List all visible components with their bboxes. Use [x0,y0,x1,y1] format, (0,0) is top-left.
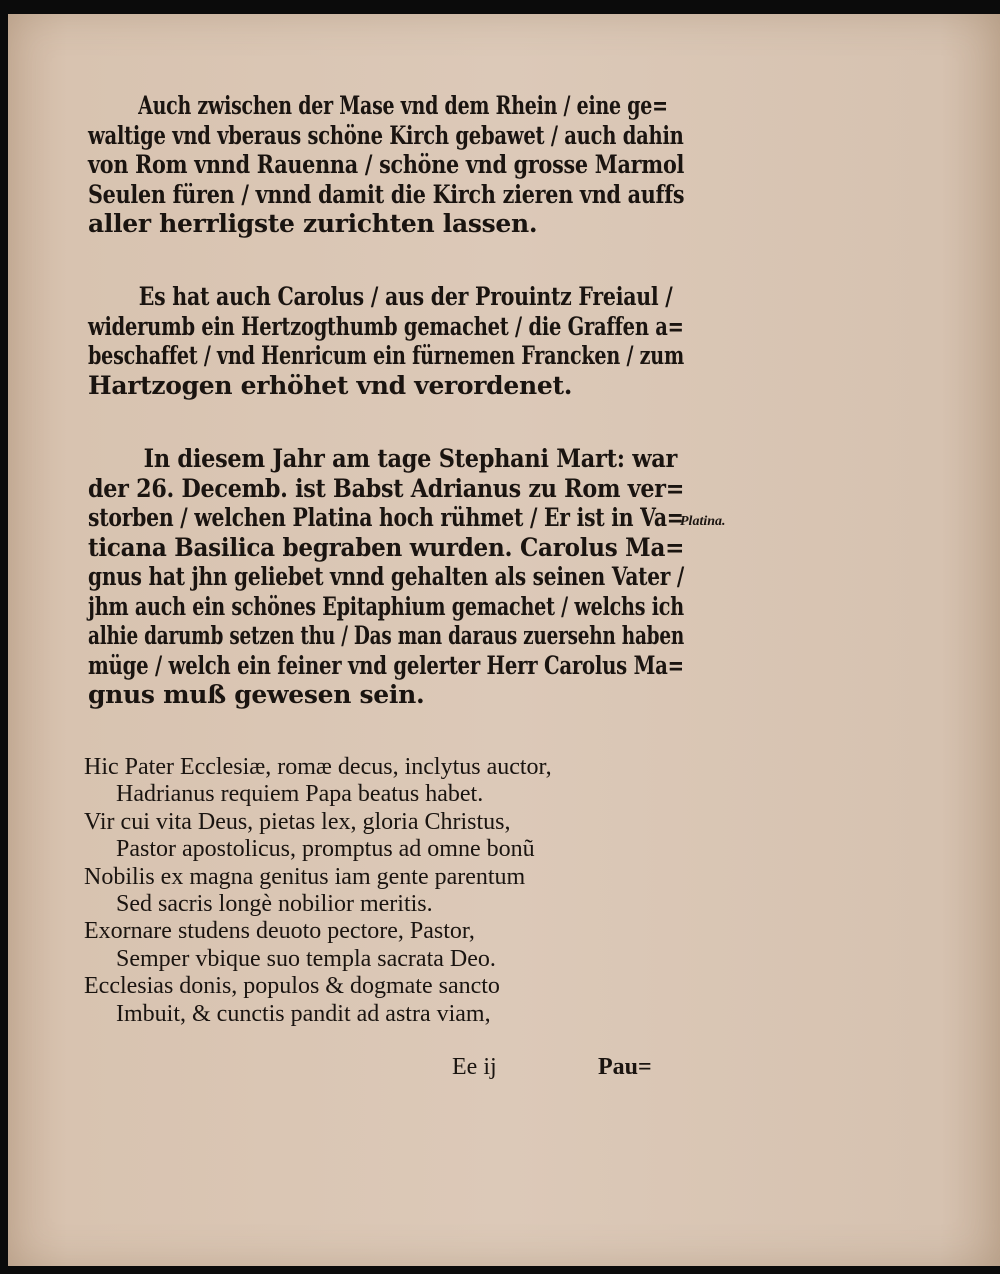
text-line: der 26. Decemb. ist Babst Adrianus zu Rom ver= [88,473,685,503]
text-line: In diesem Jahr am tage Stephani Mart: war [143,444,678,473]
epitaph-line: Imbuit, & cunctis pandit ad astra viam, [116,1000,491,1027]
paragraph-1 [88,91,684,239]
epitaph-line: Pastor apostolicus, promptus ad omne bonũ [116,836,535,863]
margin-note: Platina. [680,514,726,529]
text-line: storben / welchen Platina hoch rühmet / Er ist in Va= [88,503,684,532]
text-line: Es hat auch Carolus / aus der Prouintz Freiaul / [138,282,673,311]
text-line: gnus hat jhn geliebet vnnd gehalten als seinen Vater / [88,562,685,591]
text-line: gnus muß gewesen sein. [88,680,425,709]
epitaph-line: Nobilis ex magna genitus iam gente parentum [84,863,526,890]
text-line: aller herrligste zurichten lassen. [88,209,538,238]
text-line: müge / welch ein feiner vnd gelerter Herr Carolus Ma= [88,650,684,680]
text-line: ticana Basilica begraben wurden. Carolus Ma= [88,532,685,562]
epitaph-line: Ecclesias donis, populos & dogmate sancto [84,973,500,1000]
epitaph-line: Sed sacris longè nobilior meritis. [116,891,433,918]
epitaph-line: Hadrianus requiem Papa beatus habet. [116,781,484,808]
text-line: widerumb ein Hertzogthumb gemachet / die Graffen a= [88,311,684,341]
epitaph-line: Exornare studens deuoto pectore, Pastor, [84,918,475,945]
signature-mark: Ee ij [452,1054,497,1080]
catchword: Pau= [598,1054,652,1080]
epitaph [84,754,684,1028]
epitaph-line: Hic Pater Ecclesiæ, romæ decus, inclytus auctor, [84,754,552,780]
text-line: von Rom vnnd Rauenna / schöne vnd grosse Marmol [88,150,685,179]
text-line: Auch zwischen der Mase vnd dem Rhein / eine ge= [138,91,668,120]
text-line: Hartzogen erhöhet vnd verordenet. [88,370,573,400]
paragraph-2 [88,282,684,400]
text-line: beschaffet / vnd Henricum ein fürnemen Francken / zum [88,341,684,370]
text-line: waltige vnd vberaus schöne Kirch gebawet / auch dahin [88,120,684,150]
text-line: alhie darumb setzen thu / Das man daraus zuersehn haben [88,621,685,650]
paragraph-3 [88,444,684,710]
epitaph-line: Vir cui vita Deus, pietas lex, gloria Christus, [84,808,511,835]
book-page [8,14,1000,1266]
text-line: jhm auch ein schönes Epitaphium gemachet / welchs ich [88,591,684,621]
text-line: Seulen füren / vnnd damit die Kirch zieren vnd auffs [88,179,685,209]
epitaph-line: Semper vbique suo templa sacrata Deo. [116,945,496,972]
